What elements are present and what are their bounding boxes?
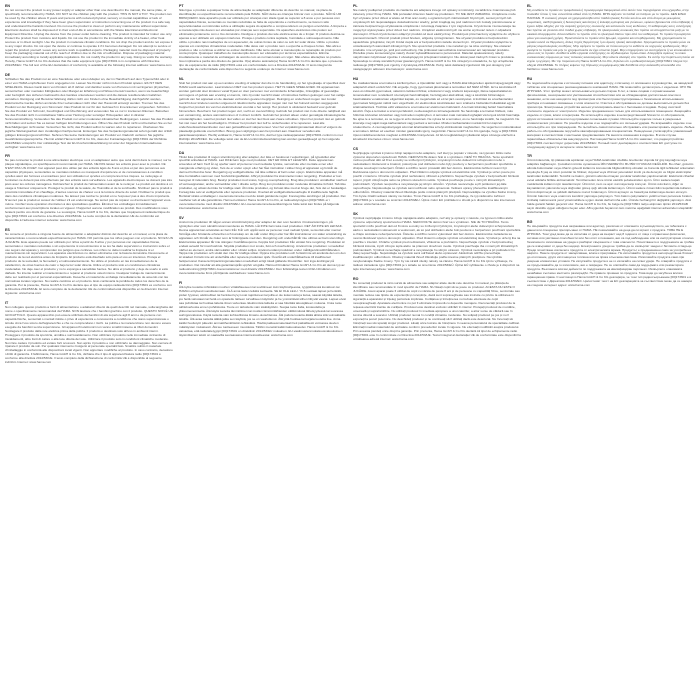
- safety-paragraph: Výrobok nepripájajte k inému zdroju napájania alebo adaptéru, než aký je opísaný v návode, na typovom štítku alebo výslovne odporúčaný spoločnosťou HAMA. NEDOVOĽTE deťom hrať sa s výrobkom. NIE JE TO HRAČKA. Tento spotrebič môžu používať deti od 8 rokov a osoby so zníženými fyzickými, zmyslovými alebo duševnými schopnosťami alebo s nedostatkom skúseností a vedomostí, ak sú pod dohľadom alebo boli poučené o bezpečnom používaní spotrebiča a chápu súvisiace nebezpečenstvá. Čistenie a údržbu nesmú vykonávať deti bez dozoru. Elektronické zariadenia sa nesmú likvidovať spolu s domovým odpadom. Pred čistením odpojte výrobok od elektrickej siete. Výrobok je určený iba na použitie v interiéri. Chráňte výrobok pred nečistotami, vlhkosťou a prehriatím. Nepoužívajte výrobok v bezprostrednej blízkosti kúrenia, iných zdrojov tepla alebo na priamom slnečnom svetle. Výrobok používajte iba v miernych klimatických podmienkach. Výrobok nenechajte spadnúť a nevystavujte ho silným otrasom. Výrobok neotvárajte a pri poškodení ho ďalej nepoužívajte. Nepokúšajte sa výrobok sami udržiavať alebo opravovať. Akúkoľvek údržbu prenechajte kvalifikovaným odborníkom. Obalový materiál ihneď zlikvidujte podľa miestne platných predpisov. Na výrobku nevykonávajte žiadne zmeny. Tým by ste stratili všetky nároky na záruku. Hama GmbH & Co KG týmto vyhlasuje, že rádiové zariadenie typu [00]173601 je v súlade so smernicou 2014/53/EÚ. Úplné EÚ vyhlásenie o zhode je k dispozícii na tejto internetovej adrese: www.hama.com: [353, 215, 521, 272]
- language-section: [179, 77, 347, 145]
- safety-paragraph: Не свързвайте продукта към захранване или адаптер, различни от описаните в ръководството, на табелката с данни или специално препоръчани от HAMA. НЕ позволявайте на деца да си играят с продукта. ТОВА НЕ Е ИГРАЧКА. Този уред може да се използва от деца на възраст над 8 години и от лица с ограничени физически, сетивни или умствени способности или без опит и познания, ако са под наблюдение или са инструктирани относно безопасното използване на уреда и разбират свързаните с това опасности. Почистването и поддръжката не трябва да се извършват от деца без надзор. Електронните уреди не трябва да се изхвърлят заедно с битовите отпадъци. Преди почистване изключете продукта от електрическата мрежа. Продуктът е предназначен само за употреба на закрито. Пазете продукта от замърсяване, влага и прегряване. Не използвайте продукта в непосредствена близост до отопление, други източници на топлина или на пряка слънчева светлина. Използвайте продукта само при умерени климатични условия. Не изпускайте продукта и не го излагайте на силни удари. Не отваряйте продукта и не продължавайте да го използвате, ако е повреден. Не се опитвайте сами да поддържате или ремонтирате продукта. Възложете всички дейности по поддръжката на квалифициран персонал. Изхвърлете опаковката незабавно съгласно местните разпоредби. Не правете промени по продукта. Това води до загуба на всички гаранционни права. С настоящото Hama GmbH & Co KG декларира, че този тип радиосъоръжение [00]173601 е в съответствие с Директива 2014/53/ЕС. Цялостният текст на ЕС декларацията за съответствие може да се намери на следния интернет адрес: www.hama.com: [527, 223, 694, 288]
- safety-paragraph: Sluit het product niet aan op een andere voeding of adapter dan die in de handleiding, op het typeplaatje of specifiek door HAMA wordt aanbevolen. Laat kinderen NIET met het product spelen. HET IS GEEN SPEELGOED. Dit apparaat kan worden gebruikt door kinderen vanaf 8 jaar en door personen met verminderde lichamelijke, zintuiglijke of geestelijke vermogens of gebrek aan ervaring en kennis, mits zij onder toezicht staan of instructies hebben gekregen over het veilige gebruik van het apparaat en de daaraan verbonden gevaren begrijpen. Reiniging en onderhoud mogen niet zonder toezicht door kinderen worden uitgevoerd. Elektronische apparaten mogen niet met het huisvuil worden weggegooid. Koppel het product los van het elektriciteitsnet voordat u het reinigt. Het product is uitsluitend bedoeld voor gebruik binnenshuis. Bescherm het product tegen vuil, vocht en oververhitting. Gebruik het product niet in de directe nabijheid van een verwarming, andere warmtebronnen of in direct zonlicht. Gebruik het product alleen onder gematigde klimatologische omstandigheden. Laat het product niet vallen en stel het niet bloot aan zware schokken. Open het product niet en gebruik het niet meer als het beschadigd is. Probeer het product niet zelf te onderhouden of te repareren. Laat alle onderhoudswerkzaamheden over aan gekwalificeerd vakpersoneel. Voer het verpakkingsmateriaal direct af volgens de plaatselijk geldende voorschriften. Breng geen wijzigingen aan het product aan. Daardoor vervallen alle garantieaanspraken. Hierbij verklaar ik, Hama GmbH & Co KG, dat het type radioapparatuur [00]173601 conform is met Richtlijn 2014/53/EU. De volledige tekst van de EU-conformiteitsverklaring kan worden geraadpleegd op het volgende internetadres: www.hama.com: [179, 81, 346, 145]
- safety-paragraph: Não ligue o produto a qualquer fonte de alimentação ou adaptador diferente do descrito no manual, na placa de identificação ou especificamente recomendado pela HAMA. NÃO deixe as crianças brincar com o produto. NÃO É UM BRINQUEDO. Este aparelho pode ser utilizado por crianças com idade igual ou superior a 8 anos e por pessoas com capacidades físicas, sensoriais ou mentais reduzidas ou falta de experiência e conhecimento, se tiverem sido supervisionadas ou instruídas sobre a utilização segura do aparelho e compreenderem os perigos envolvidos. A limpeza e a manutenção não devem ser efetuadas por crianças sem supervisão. Os aparelhos eletrónicos não podem ser eliminados juntamente com o lixo doméstico. Desligue o produto da rede elétrica antes de o limpar. O produto destina-se apenas a ser utilizado em espaços interiores. Proteja o produto contra sujidade, humidade e sobreaquecimento. Não utilize o produto nas imediações de um aquecedor, de outras fontes de calor ou sob luz solar direta. Utilize o produto apenas em condições climatéricas moderadas. Não deixe cair o produto nem o exponha a choques fortes. Não abra o produto e não o continue a utilizar se estiver danificado. Não tente efetuar a manutenção ou reparação do produto por conta própria. Quaisquer trabalhos de manutenção devem ser efetuados por técnicos especializados. Elimine imediatamente o material de embalagem de acordo com as normas locais em vigor. Não efetue alterações no produto. Isso implicaria a perda dos direitos de garantia. O(a) abaixo assinado(a) Hama GmbH & Co KG declara que o presente tipo de equipamento de rádio [00]173601 está em conformidade com a Diretiva 2014/53/UE. O texto integral da declaração de conformidade está disponível no seguinte endereço de Internet: www.hama.com: [179, 8, 347, 72]
- language-code: RO: [353, 277, 359, 282]
- language-code: FR: [5, 154, 10, 159]
- language-section: [353, 212, 521, 272]
- language-code: RU: [527, 77, 533, 82]
- language-code: DE: [5, 73, 10, 78]
- language-code: FI: [179, 281, 183, 286]
- safety-paragraph: Nepřipojujte výrobek k jinému zdroji napájení nebo adaptéru, než který je popsán v návodu, na typovém štítku nebo výslovně doporučen společností HAMA. NEDOVOLTE dětem hrát si s výrobkem. NENÍ TO HRAČKA. Tento spotřebič mohou používat děti od 8 let a osoby se sníženými fyzickými, smyslovými nebo duševními schopnostmi nebo s nedostatkem zkušeností a znalostí, pokud jsou pod dohledem nebo byly poučeny o bezpečném používání spotřebiče a chápou související nebezpečí. Čištění a údržbu nesmí provádět děti bez dozoru. Elektronická zařízení nesmí být likvidována spolu s domovním odpadem. Před čištěním odpojte výrobek od elektrické sítě. Výrobek je určen pouze pro použití v interiéru. Chraňte výrobek před nečistotami, vlhkostí a přehřátím. Nepoužívejte výrobek v bezprostřední blízkosti topení, jiných zdrojů tepla nebo na přímém slunečním světle. Výrobek používejte pouze v mírných klimatických podmínkách. Výrobek neupusťte a nevystavujte jej silným otřesům. Výrobek neotevírejte a při poškození jej dále nepoužívejte. Nepokoušejte se výrobek sami udržovat nebo opravovat. Veškeré opravy přenechte kvalifikovaným odborníkům. Obalový materiál ihned zlikvidujte podle místně platných předpisů. Neprovádějte na výrobku žádné změny. Tím byste ztratili veškeré nároky na záruku. Tímto Hama GmbH & Co KG prohlašuje, že typ rádiového zařízení [00]173601 je v souladu se směrnicí 2014/53/EU. Úplné znění EU prohlášení o shodě je k dispozici na této internetové adrese: www.hama.com: [353, 150, 520, 206]
- language-section: [5, 4, 173, 68]
- safety-paragraph: Anslut inte produkten till någon annan strömförsörjning eller adapter än den som beskrivs i bruksanvisningen, på typskylten eller som särskilt rekommenderas av HAMA. Låt INTE barn leka med produkten. DET ÄR INTE EN LEKSAK. Denna apparat kan användas av barn från 8 år och uppåt samt av personer med nedsatt fysisk, sensorisk eller mental förmåga eller bristande erfarenhet och kunskap om de står under tillsyn eller har fått instruktioner om säker användning av apparaten och förstår de risker som är förknippade med den. Rengöring och underhåll får inte utföras av barn utan tillsyn. Elektroniska apparater får inte slängas i hushållssoporna. Koppla bort produkten från elnätet före rengöring. Produkten är endast avsedd för inomhusbruk. Skydda produkten mot smuts, fukt och överhettning. Använd inte produkten i omedelbar närhet av element, andra värmekällor eller i direkt solljus. Använd endast produkten under måttliga klimatförhållanden. Tappa inte produkten och utsätt den inte för kraftiga stötar. Öppna inte produkten och fortsätt inte att använda den om den är skadad. Försök inte att underhålla eller reparera produkten själv. Överlåt allt underhållsarbete till kvalificerad fackpersonal. Kassera förpackningsmaterialet omedelbart enligt lokalt gällande föreskrifter. Gör inga ändringar på produkten. Det innebär att alla garantianspråk upphör att gälla. Härmed försäkrar Hama GmbH & Co KG att denna typ av radioutrustning [00]173601 överensstämmer med direktiv 2014/53/EU. Den fullständiga texten till EU-försäkran om överensstämmelse finns på följande webbadress: www.hama.com: [179, 219, 347, 276]
- text-column-2: [179, 4, 347, 697]
- language-section: [179, 281, 347, 337]
- safety-paragraph: Ne pas connecter le produit à une alimentation électrique ou à un adaptateur autre que celui décrit dans le manuel, sur la plaque signalétique, ou spécifiquement recommandé par HAMA. NE PAS laisser les enfants jouer avec le produit. CE N'EST PAS UN JOUET. Cet appareil peut être utilisé par des enfants âgés de 8 ans et plus et par des personnes aux capacités physiques, sensorielles ou mentales réduites ou manquant d'expérience et de connaissances à condition qu'elles aient été formées et encadrées pour son utilisation et qu'elles en comprennent les risques. Le nettoyage et l'entretien ne doivent pas être effectués par des enfants sans surveillance. Les appareils électroniques ne doivent pas être jetés avec les ordures ménagères. Débranchez le produit de l'alimentation avant de le nettoyer. Le produit est destiné à un usage à l'intérieur uniquement. Protégez le produit de la saleté, de l'humidité et de la surchauffe. N'utilisez pas le produit à proximité immédiate d'un chauffage, d'autres sources de chaleur ou à la lumière directe du soleil. N'utilisez le produit que dans des conditions climatiques modérées. Ne laissez pas tomber le produit et ne l'exposez pas à des chocs importants. N'ouvrez pas le produit et cessez de l'utiliser s'il est endommagé. Ne tentez pas de réparer ou d'entretenir l'appareil vous-même. Confiez toute opération d'entretien à des spécialistes qualifiés. Éliminez les emballages immédiatement conformément aux prescriptions locales en vigueur. N'apportez aucune modification au produit. Des modifications vous feraient perdre vos droits de garantie. Le soussigné, Hama GmbH & Co KG, déclare que l'équipement radioélectrique du type [00]173601 est conforme à la directive 2014/53/UE. Le texte complet de la déclaration UE de conformité est disponible à l'adresse internet suivante: www.hama.com: [5, 158, 173, 222]
- language-section: [353, 77, 521, 141]
- language-code: CS: [353, 146, 358, 151]
- language-section: [5, 301, 173, 365]
- text-column-3: [353, 4, 521, 697]
- language-section: [5, 73, 173, 149]
- text-column-4: [527, 4, 695, 697]
- language-section: [179, 151, 347, 211]
- language-section: [179, 216, 347, 276]
- language-section: [179, 4, 347, 72]
- language-section: [527, 77, 695, 149]
- language-code: HU: [353, 77, 359, 82]
- language-code: PT: [179, 4, 184, 8]
- language-code: IT: [5, 300, 9, 305]
- language-code: SK: [353, 211, 358, 216]
- language-code: TR: [527, 154, 532, 159]
- language-section: [527, 220, 695, 288]
- text-column-1: [5, 4, 173, 697]
- language-section: [353, 277, 521, 341]
- language-section: [353, 4, 521, 72]
- safety-paragraph: Ürünü kılavuzda, tip plakasında açıklanan veya HAMA tarafından özellikle önerilenler dışında bir güç kaynağına veya adaptöre bağlamayın. Çocukların ürünle oynamasına İZİN VERMEYİN. BU BİR OYUNCAK DEĞİLDİR. Bu cihaz, gözetim altında bulunmaları veya cihazın güvenli kullanımı konusunda bilgilendirilmiş olmaları ve bununla ilgili tehlikeleri anlamaları koşuluyla 8 yaş ve üzeri çocuklar ile fiziksel, duyusal veya zihinsel yetenekleri kısıtlı ya da deneyim ve bilgisi eksik kişiler tarafından kullanılabilir. Temizlik ve bakım, gözetim altında olmayan çocuklar tarafından yapılmamalıdır. Elektronik cihazlar evsel atıklarla birlikte atılmamalıdır. Temizlemeden önce ürünü elektrik şebekesinden ayırın. Ürün sadece kapalı mekânlarda kullanım için tasarlanmıştır. Ürünü kir, nem ve aşırı ısınmaya karşı koruyun. Ürünü ısıtıcıların, diğer ısı kaynaklarının yakınında veya doğrudan güneş ışığı altında kullanmayın. Ürünü sadece ılıman iklim koşullarında kullanın. Ürünü düşürmeyin ve şiddetli darbelere maruz bırakmayın. Ürünü açmayın ve hasarlıysa kullanmaya devam etmeyin. Ürünün bakımını veya onarımını kendiniz yapmaya çalışmayın. Tüm bakım çalışmalarını yetkili uzman personele bırakın. Ambalaj malzemesini yerel yönetmeliklere uygun olarak derhal imha edin. Üründe herhangi bir değişiklik yapmayın. Aksi halde garanti hakları geçersiz olur. Hama GmbH & Co KG, bu belge ile [00]173601 radyo ekipmanı tipinin 2014/53/AB sayılı direktife uygun olduğunu beyan eder. AB uygunluk beyanının tam metnine aşağıdaki internet adresinden ulaşılabilir: www.hama.com: [527, 158, 695, 214]
- language-code: BG: [527, 219, 533, 224]
- language-section: [527, 4, 695, 72]
- language-section: [527, 154, 695, 214]
- safety-paragraph: Μη συνδέετε το προϊόν σε τροφοδοτικό ή προσαρμογέα διαφορετικό από αυτόν που περιγράφεται στο εγχειρίδιο, στην πινακίδα τύπου ή που συνιστάται ειδικά από τη HAMA. ΜΗΝ αφήνετε τα παιδιά να παίζουν με το προϊόν. ΔΕΝ ΕΙΝΑΙ ΠΑΙΧΝΙΔΙ. Η συσκευή μπορεί να χρησιμοποιηθεί από παιδιά ηλικίας 8 ετών και άνω και από άτομα με μειωμένες σωματικές, αισθητηριακές ή διανοητικές ικανότητες ή έλλειψη εμπειρίας και γνώσεων, εφόσον βρίσκονται υπό επίβλεψη ή έχουν λάβει οδηγίες για την ασφαλή χρήση της συσκευής και κατανοούν τους κινδύνους. Ο καθαρισμός και η συντήρηση δεν πρέπει να γίνονται από παιδιά χωρίς επίβλεψη. Οι ηλεκτρονικές συσκευές δεν πρέπει να απορρίπτονται μαζί με τα οικιακά απορρίμματα. Αποσυνδέστε το προϊόν από το ηλεκτρικό δίκτυο πριν από τον καθαρισμό. Το προϊόν προορίζεται μόνο για εσωτερική χρήση. Προστατεύστε το προϊόν από βρωμιά, υγρασία και υπερθέρμανση. Μη χρησιμοποιείτε το προϊόν κοντά σε θέρμανση, άλλες πηγές θερμότητας ή σε άμεση ηλιακή ακτινοβολία. Χρησιμοποιείτε το προϊόν μόνο σε μέτριες κλιματολογικές συνθήκες. Μην αφήνετε το προϊόν να πέσει και μην το εκθέτετε σε ισχυρούς κραδασμούς. Μην ανοίγετε το προϊόν και μην το χρησιμοποιείτε αν έχει υποστεί ζημιά. Μην επιχειρήσετε να συντηρήσετε ή να επισκευάσετε μόνοι σας το προϊόν. Αναθέστε κάθε εργασία συντήρησης σε εξειδικευμένο προσωπικό. Απορρίψτε αμέσως το υλικό συσκευασίας σύμφωνα με τους τοπικούς κανονισμούς. Μην κάνετε αλλαγές στο προϊόν. Σε αυτήν την περίπτωση παύει να ισχύει η εγγύηση. Με την παρούσα ο/η Hama GmbH & Co KG, δηλώνει ότι ο ραδιοεξοπλισμός [00]173601 πληροί την οδηγία 2014/53/ΕΕ. Το πλήρες κείμενο της δήλωσης συμμόρφωσης ΕΕ διατίθεται στην ακόλουθη ιστοσελίδα στο διαδίκτυο: www.hama.com: [527, 8, 695, 72]
- safety-paragraph: Nie należy podłączać produktu do zasilacza ani adaptera innego niż opisany w instrukcji, na tabliczce znamionowej lub zalecany przez firmę HAMA. NIE pozwalać dzieciom bawić się produktem. TO NIE JEST ZABAWKA. Urządzenie może być używane przez dzieci w wieku od 8 lat oraz osoby o ograniczonych zdolnościach fizycznych, sensorycznych lub umysłowych lub nieposiadające doświadczenia i wiedzy, jeżeli znajdują się pod nadzorem lub zostały poinstruowane w zakresie bezpiecznego użytkowania urządzenia i rozumieją związane z tym zagrożenia. Czyszczenie i konserwacja nie mogą być wykonywane przez dzieci bez nadzoru. Urządzeń elektronicznych nie wolno wyrzucać razem z odpadami domowymi. Przed czyszczeniem odłączyć produkt od sieci elektrycznej. Produkt jest przeznaczony wyłącznie do użytku w pomieszczeniach. Chronić produkt przed brudem, wilgocią i przegrzaniem. Nie używać produktu w bezpośrednim sąsiedztwie grzejników, innych źródeł ciepła ani w bezpośrednim świetle słonecznym. Używać produktu wyłącznie w umiarkowanych warunkach klimatycznych. Nie upuszczać produktu i nie narażać go na silne wstrząsy. Nie otwierać produktu i nie używać go, jeśli jest uszkodzony. Nie próbować samodzielnie konserwować ani naprawiać produktu. Wszelkie prace konserwacyjne należy zlecać wykwalifikowanemu personelowi. Materiał opakowaniowy należy natychmiast zutylizować zgodnie z obowiązującymi przepisami lokalnymi. Nie dokonywać żadnych zmian w produkcie. Spowoduje to utratę wszelkich praw gwarancyjnych. Hama GmbH & Co KG niniejszym oświadcza, że typ urządzenia radiowego [00]173601 jest zgodny z dyrektywą 2014/53/UE. Pełny tekst deklaracji zgodności UE jest dostępny pod następującym adresem internetowym: www.hama.com: [353, 8, 520, 72]
- safety-paragraph: Do not connect the product to any power supply or adapter other than one described in the manual, the same plate, or specifically recommended by HAMA. DO NOT let the children play with the product. THIS IS NOT A TOY. The product can be used by the children above 8 years and persons with reduced physical, sensory or mental capabilities or lack of experience and knowledge if they have been given supervision or instruction concerning use of the product in a safe way and understand the hazards involved. Do not use the product to clean or perform any maintenance without supervision. Electronic devices shall be disposed of in their end-of-life in accordance with the Waste Electrical and Electronic Equipment Directive. Unplug the device from the power outlet before cleaning. The product is intended for indoor use only. Protect the product from moisture and liquids. Do not use the product in the immediate vicinity of a heater, other heat sources or in direct sunlight. Use the product in moderate climatic conditions. Do not drop the product and do not expose it to any major shocks. Do not open the device or continue to operate it if it becomes damaged. Do not attempt to service or repair the product yourself. Leave any service work to qualified experts. Packaging material must be disposed of properly. Keep the packaging material out of the reach of children due to the risk of suffocation. Dispose of packaging material immediately according to locally applicable regulations. Do not modify the product in any way. Doing so voids the warranty. Hereby, Hama GmbH & Co KG declares that the radio equipment type [00]173601 is in compliance with Directive 2014/53/EU. The full text of the EU declaration of conformity is available at the following internet address: www.hama.com: [5, 8, 173, 68]
- language-section: [5, 154, 173, 222]
- safety-paragraph: Tilslut ikke produktet til nogen strømforsyning eller adapter, der ikke er beskrevet i vejledningen, på typeskiltet eller specifikt anbefalet af HAMA. Lad IKKE børn lege med produktet. DET ER IKKE ET LEGETØJ. Dette apparat kan anvendes af børn fra 8 år og opefter samt af personer med nedsatte fysiske, sensoriske eller mentale evner eller manglende erfaring og viden, hvis de er under opsyn eller har fået instruktion i sikker brug af apparatet og forstår de dermed forbundne farer. Rengøring og vedligeholdelse må ikke udføres af børn uden opsyn. Elektroniske apparater må ikke bortskaffes sammen med husholdningsaffaldet. Afbryd produktet fra strømnettet inden rengøring. Produktet er kun beregnet til indendørs brug. Beskyt produktet mod snavs, fugt og overophedning. Brug ikke produktet i umiddelbar nærhed af varmeapparater, andre varmekilder eller i direkte sollys. Brug kun produktet under moderate klimatiske forhold. Tab ikke produktet, og udsæt det ikke for kraftige stød. Åbn ikke produktet, og fortsæt ikke med at bruge det, hvis det er beskadiget. Forsøg ikke selv at vedligeholde eller reparere produktet. Overlad alt vedligeholdelsesarbejde til kvalificerede fagfolk. Bortskaf straks emballagen i overensstemmelse med de lokalt gældende regler. Foretag ikke ændringer på produktet. Det medfører tab af alle garantikrav. Hermed erklærer Hama GmbH & Co KG, at radioudstyrstypen [00]173601 er i overensstemmelse med direktiv 2014/53/EU. EU-overensstemmelseserklæringens fulde tekst kan findes på følgende internetadresse: www.hama.com: [179, 154, 347, 210]
- language-section: [5, 228, 173, 296]
- language-code: NL: [179, 77, 184, 82]
- language-code: EL: [527, 4, 532, 8]
- language-code: SV: [179, 215, 184, 220]
- safety-paragraph: Non collegare questo prodotto a fonti di alimentazione o adattatori diversi da quelli descritti nel manuale, sulla targhetta del nome o specificamente raccomandati da HAMA. NON lasciare che i bambini giochino con il prodotto. QUESTO NON È UN GIOCATTOLO. Questo apparecchio può essere utilizzato da bambini di età superiore agli 8 anni e da persone con capacità fisiche, sensoriali o mentali ridotte o prive di esperienza e conoscenza a condizione che siano supervisionate o istruite circa l'uso sicuro dell'apparecchio e che ne comprendano i rischi. La pulizia e la manutenzione non devono essere eseguite da bambini senza supervisione. Gli apparecchi elettronici non vanno smaltiti insieme ai rifiuti domestici. Scollegare il prodotto dalla rete elettrica prima della pulizia. Il prodotto è destinato solo all'uso in ambienti interni. Proteggere il prodotto da sporcizia, umidità e surriscaldamento. Non utilizzare il prodotto nelle immediate vicinanze di riscaldamenti, altre fonti di calore o alla luce diretta del sole. Utilizzare il prodotto solo in condizioni climatiche moderate. Non fare cadere il prodotto ed evitare forti scossoni. Non aprire il prodotto e non utilizzarlo se danneggiato. Non cercare di riparare il prodotto da soli. Per qualsiasi intervento rivolgersi al personale specializzato. Smaltire subito il materiale d'imballaggio in conformità alle disposizioni locali vigenti. Non apportare modifiche al prodotto. In caso contrario, decadono i diritti di garanzia. Il fabbricante, Hama GmbH & Co KG, dichiara che il tipo di apparecchiatura radio [00]173601 è conforme alla direttiva 2014/53/UE. Il testo completo della dichiarazione di conformità UE è disponibile al seguente indirizzo Internet: www.hama.com: [5, 304, 173, 365]
- language-section: [353, 147, 521, 207]
- safety-paragraph: No conecte el producto a ninguna fuente de alimentación o adaptador distinto del descrito en el manual, en la placa de características o recomendado específicamente por HAMA. NO permita que los niños jueguen con el producto. NO ES UN JUGUETE. Este aparato puede ser utilizado por niños a partir de 8 años y por personas con capacidades físicas, sensoriales o mentales reducidas o sin experiencia ni conocimientos si se les ha dado supervisión o instrucción sobre el uso seguro del aparato y comprenden los peligros que conlleva. Los niños no deben realizar la limpieza ni el mantenimiento sin supervisión. Los aparatos electrónicos no deben eliminarse con la basura doméstica. Desconecte el producto de la red eléctrica antes de limpiarlo. El producto está diseñado sólo para el uso en interiores. Proteja el producto de la suciedad, la humedad y el sobrecalentamiento. No utilice el producto en las inmediaciones de la calefacción, de otras fuentes de calor o bajo la luz solar directa. Utilice el producto sólo en condiciones climáticas moderadas. No deje caer el producto y no lo exponga a sacudidas fuertes. No abra el producto y deje de usarlo si está dañado. No intente realizar el mantenimiento o reparar el producto usted mismo. Cualquier trabajo de mantenimiento debe ser realizado por el personal especializado. Deseche el material de embalaje inmediatamente de acuerdo con las normativas locales vigentes. No realice cambios en el producto. Esto conllevaría la pérdida de todos los derechos de la garantía. Por la presente, Hama GmbH & Co KG declara que el tipo de equipo radioeléctrico [00]173601 es conforme con la Directiva 2014/53/UE. El texto completo de la declaración UE de conformidad está disponible en la dirección Internet siguiente: www.hama.com: [5, 231, 173, 295]
- safety-paragraph: Ne csatlakoztassa a terméket a kézikönyvben, a típustáblán leírt vagy a HAMA által kifejezetten ajánlott tápegységtől vagy adaptertől eltérő eszközhöz. NE engedje, hogy gyermekek játsszanak a termékkel. EZ NEM JÁTÉK. Ezt a készüléket 8 éves és idősebb gyermekek, valamint csökkent fizikai, érzékszervi vagy szellemi képességű, illetve tapasztalattal és ismeretekkel nem rendelkező személyek használhatják, ha felügyelet alatt állnak, vagy a készülék biztonságos használatára vonatkozóan eligazítást kaptak, és megértették az ezzel járó veszélyeket. A tisztítást és a karbantartást gyermekek felügyelet nélkül nem végezhetik. Az elektronikus készülékeket nem szabad a háztartási hulladékkal együtt ártalmatlanítani. Tisztítás előtt válassza le a terméket az elektromos hálózatról. A termék kizárólag beltéri használatra készült. Óvja a terméket a szennyeződéstől, nedvességtől és túlmelegedéstől. Ne használja a terméket fűtőtest, más hőforrás közvetlen közelében vagy közvetlen napfényben. A terméket csak mérsékelt éghajlati viszonyok között használja. Ne ejtse le a terméket, és ne tegye ki erős ütéseknek. Ne nyissa fel a terméket, és ne használja tovább, ha megsérült. Ne kísérelje meg saját maga karbantartani vagy javítani a terméket. Minden karbantartási munkát bízzon képzett szakemberre. A csomagolóanyagot azonnal ártalmatlanítsa a helyi előírásoknak megfelelően. Ne végezzen módosításokat a terméken. Ebben az esetben minden garanciális igény megszűnik. Hama GmbH & Co KG igazolja, hogy a [00]173601 típusú rádióberendezés megfelel a 2014/53/EU irányelvnek. Az EU-megfelelőségi nyilatkozat teljes szövege elérhető a következő internetes címen: www.hama.com: [353, 81, 521, 141]
- language-code: DA: [179, 150, 185, 155]
- language-code: PL: [353, 4, 358, 8]
- safety-paragraph: Schließen Sie das Produkt nur an eine Steckdose oder einen Adapter an, der im Handbuch auf dem Typenschild oder in einer von HAMA empfohlenen Form angegeben ist. Lassen Sie Kinder nicht mit dem Produkt spielen. ES IST KEIN SPIELZEUG. Dieses Gerät kann von Kindern ab 8 Jahren und darüber sowie von Personen mit verringerten physischen, sensorischen oder mentalen Fähigkeiten oder Mangel an Erfahrung und Wissen benutzt werden, wenn sie beaufsichtigt oder bezüglich des sicheren Gebrauchs des Gerätes unterwiesen wurden und die daraus resultierenden Gefahren verstehen. Reinigung und Benutzer-Wartung dürfen nicht von Kindern ohne Beaufsichtigung durchgeführt werden. Elektronische Geräte dürfen am Ende ihrer Lebensdauer nicht über den Hausmüll entsorgt werden. Trennen Sie das Produkt vor der Reinigung vom Stromnetz. Das Produkt ist nur für den Gebrauch in Innenräumen vorgesehen. Schützen Sie das Produkt vor Schmutz, Feuchtigkeit und Überhitzung und verwenden Sie es nur in trockenen Räumen. Betreiben Sie das Produkt nicht in unmittelbarer Nähe einer Heizung oder sonstiger Hitzequellen oder in direkter Sonneneinstrahlung. Verwenden Sie das Produkt nur unter moderaten klimatischen Bedingungen. Lassen Sie das Produkt nicht fallen und setzen Sie es keinen heftigen Erschütterungen aus. Öffnen Sie das Produkt nicht und betreiben Sie es bei Beschädigungen nicht weiter. Versuchen Sie nicht, das Produkt selbst zu warten oder zu reparieren. Überlassen Sie jegliche Wartungsarbeit dem zuständigen Fachpersonal. Entsorgen Sie das Verpackungsmaterial sofort gemäß den örtlich gültigen Entsorgungsvorschriften. Nehmen Sie keine Veränderungen am Produkt vor. Dadurch verlieren Sie jegliche Gewährleistungsansprüche. Hiermit erklärt Hama GmbH & Co KG, dass der Funkanlagentyp [00]173601 der Richtlinie 2014/53/EU entspricht. Der vollständige Text der EU-Konformitätserklärung ist unter der folgenden Internetadresse verfügbar: www.hama.com: [5, 77, 173, 149]
- language-code: EN: [5, 4, 10, 8]
- language-code: ES: [5, 227, 10, 232]
- safety-paragraph: Не подключайте изделие к источнику питания или адаптеру, отличному от описанного в руководстве, на заводской табличке или специально рекомендованного компанией HAMA. НЕ позволяйте детям играть с изделием. ЭТО НЕ ИГРУШКА. Этот прибор может использоваться детьми старше 8 лет, а также лицами с ограниченными физическими, сенсорными или умственными способностями или не обладающими достаточным опытом и знаниями, если они находятся под присмотром или были проинструктированы о безопасном использовании прибора и понимают связанные с этим опасности. Очистка и обслуживание не должны выполняться детьми без присмотра. Электронные устройства нельзя утилизировать вместе с бытовыми отходами. Перед очисткой отключите изделие от электросети. Изделие предназначено только для использования в помещении. Защищайте изделие от грязи, влаги и перегрева. Не используйте изделие в непосредственной близости от обогревателя, других источников тепла или под прямыми солнечными лучами. Используйте изделие только в умеренных климатических условиях. Не роняйте изделие и не подвергайте его сильным ударам. Не вскрывайте изделие и не используйте его при повреждении. Не пытайтесь самостоятельно обслуживать или ремонтировать изделие. Любые работы по обслуживанию поручайте квалифицированным специалистам. Немедленно утилизируйте упаковочный материал в соответствии с местными предписаниями. Не вносите изменения в изделие. В этом случае гарантийные обязательства аннулируются. Настоящим Hama GmbH & Co KG заявляет, что радиоустройство [00]173601 соответствует директиве 2014/53/EU. Полный текст декларации о соответствии ЕС доступен по следующему адресу в интернете: www.hama.com: [527, 81, 695, 149]
- safety-paragraph: Nu conectați produsul la nicio sursă de alimentare sau adaptor altele decât cele descrise în manual, pe plăcuța de identificare sau recomandate în mod specific de HAMA. NU lăsați copiii să se joace cu produsul. ACESTA NU ESTE O JUCĂRIE. Acest aparat poate fi utilizat de copii cu vârsta de peste 8 ani și de persoane cu capacități fizice, senzoriale sau mentale reduse sau lipsite de experiență și cunoștințe, dacă sunt supravegheate sau instruite cu privire la utilizarea în siguranță a aparatului și înțeleg pericolele implicate. Curățarea și întreținerea nu trebuie efectuate de copii nesupravegheați. Aparatele electronice nu pot fi eliminate împreună cu deșeurile menajere. Deconectați produsul de la rețeaua electrică înainte de curățare. Produsul este destinat exclusiv utilizării în interior. Protejați produsul de murdărie, umezeală și supraîncălzire. Nu utilizați produsul în imediata apropiere a unui calorifer, a altor surse de căldură sau în lumina directă a soarelui. Utilizați produsul numai în condiții climatice moderate. Nu scăpați produsul pe jos și nu îl expuneți la șocuri puternice. Nu deschideți produsul și nu continuați să îl utilizați dacă este deteriorat. Nu încercați să întrețineți sau să reparați singur produsul. Lăsați orice lucrare de întreținere în seama personalului de specialitate calificat. Eliminați imediat materialul de ambalare conform prevederilor locale în vigoare. Nu efectuați modificări asupra produsului. Prin aceasta pierdeți orice drept la garanție. Prin prezenta, Hama GmbH & Co KG declară că tipul de echipamente radio [00]173601 este în conformitate cu Directiva 2014/53/UE. Textul integral al declarației UE de conformitate este disponibil la următoarea adresă internet: www.hama.com: [353, 281, 521, 341]
- safety-paragraph: Älä kytke tuotetta mihinkään muuhun virtalähteeseen tai sovittimeen kuin käyttöohjeessa, tyyppikilvessä kuvattuun tai HAMAn erityisesti suosittelemaan. ÄLÄ anna lasten leikkiä tuotteella. SE EI OLE LELU. Yli 8-vuotiaat lapset ja henkilöt, joiden fyysiset, aistimelliset tai henkiset kyvyt ovat rajoittuneet tai joilla ei ole kokemusta ja tietoa, saavat käyttää laitetta, jos heitä valvotaan tai heitä on opastettu laitteen turvalliseen käyttöön ja he ymmärtävät siihen liittyvät vaarat. Lapset eivät saa puhdistaa tai huoltaa laitetta ilman valvontaa. Elektronisia laitteita ei saa hävittää talousjätteen mukana. Irrota tuote sähköverkosta ennen puhdistusta. Tuote on tarkoitettu vain sisäkäyttöön. Suojaa tuote lialta, kosteudelta ja ylikuumenemiselta. Älä käytä tuotetta lämmittimen tai muiden lämmönlähteiden välittömässä läheisyydessä tai suorassa auringonvalossa. Käytä tuotetta vain kohtuullisissa ilmasto-olosuhteissa. Älä pudota tuotetta äläkä altista sitä voimakkaille iskuille. Älä avaa tuotetta äläkä jatka sen käyttöä, jos se on vaurioitunut. Älä yritä huoltaa tai korjata tuotetta itse. Anna kaikki huoltotyöt pätevän ammattihenkilöstön tehtäväksi. Hävitä pakkausmateriaali heti paikallisesti voimassa olevien määräysten mukaisesti. Älä tee tuotteeseen muutoksia. Tällöin menetät kaikki takuuoikeudet. Hama GmbH & Co KG vakuuttaa, että radiolaitetyyppi [00]173601 on direktiivin 2014/53/EU mukainen. EU-vaatimustenmukaisuusvakuutuksen täysimittainen teksti on saatavilla seuraavassa internetosoitteessa: www.hama.com: [179, 285, 346, 337]
